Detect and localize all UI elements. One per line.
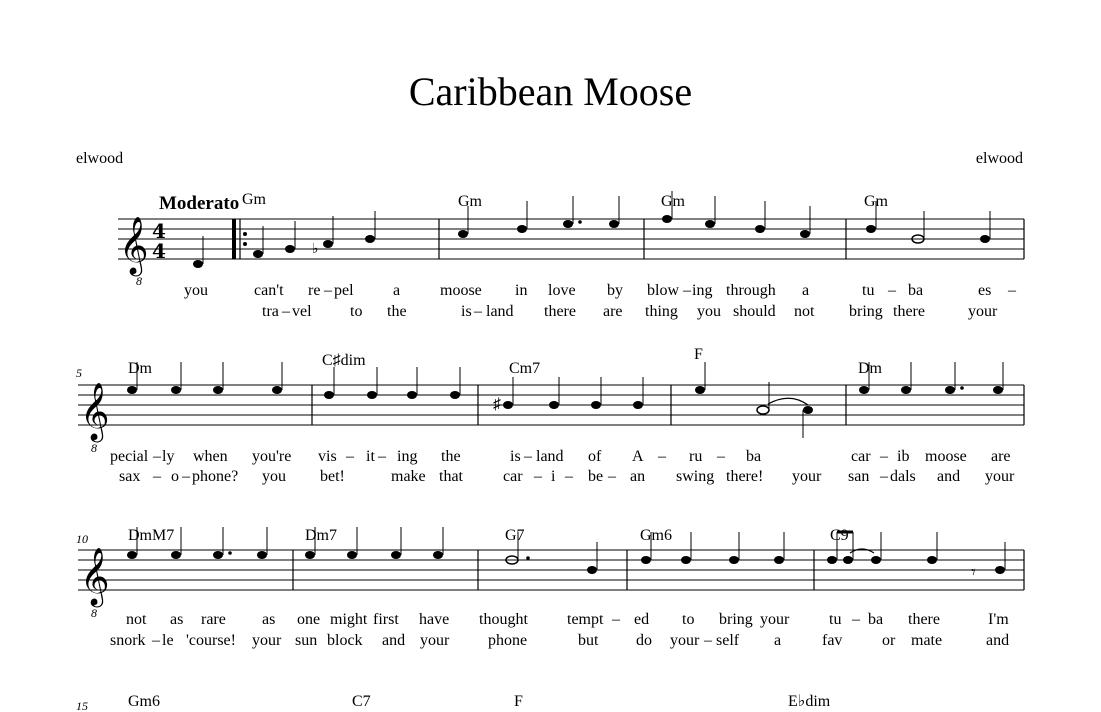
lyric-syllable: you (262, 468, 286, 485)
lyric-syllable: can't (254, 282, 284, 299)
treble-clef-icon: 𝄞 (80, 547, 110, 605)
clef-octave-mark: 8 (91, 606, 97, 620)
lyric-syllable: your (985, 468, 1015, 485)
chord-symbol: Gm (242, 191, 266, 208)
chord-symbol: F (514, 693, 523, 710)
lyric-syllable: a (802, 282, 810, 299)
lyric-syllable: self (716, 632, 740, 649)
chord-symbol: C7 (352, 693, 371, 710)
measure-number: 10 (76, 532, 88, 546)
lyric-syllable: le (162, 632, 174, 649)
chord-symbol: Dm (128, 360, 152, 377)
lyric-syllable: ed (634, 611, 650, 628)
repeat-dot (243, 242, 247, 246)
clef-octave-mark: 8 (91, 441, 97, 455)
lyric-syllable: when (193, 448, 228, 465)
chord-symbol: Gm6 (128, 693, 160, 710)
lyric-syllable: ru (689, 448, 703, 465)
lyric-syllable: tu (829, 611, 842, 628)
svg-text:♯: ♯ (493, 396, 501, 413)
lyric-syllable: there (908, 611, 940, 628)
chord-symbol: F (694, 346, 703, 363)
lyric-syllable: make (391, 468, 426, 485)
clef-octave-mark: 8 (136, 274, 142, 288)
lyric-syllable: ib (897, 448, 910, 465)
chord-symbol: E♭dim (788, 693, 831, 710)
lyric-syllable: phone (488, 632, 528, 649)
lyric-hyphen: – (612, 611, 620, 628)
lyric-syllable: love (548, 282, 576, 299)
lyric-syllable: 'course! (186, 632, 236, 649)
repeat-dot (243, 232, 247, 236)
lyric-syllable: might (330, 611, 368, 628)
lyric-syllable: ing (692, 282, 713, 299)
lyric-syllable: moose (440, 282, 482, 299)
lyric-syllable: land (486, 303, 514, 320)
lyric-syllable: A (632, 448, 644, 465)
lyric-hyphen: – (717, 448, 725, 465)
lyric-syllable: is (461, 303, 472, 320)
lyric-syllable: to (682, 611, 695, 628)
staff-system-3 (78, 527, 1024, 620)
lyric-syllable: your (760, 611, 790, 628)
chord-symbol: C♯dim (322, 352, 366, 369)
lyric-syllable: you (697, 303, 721, 320)
lyric-syllable: bring (719, 611, 753, 628)
lyric-syllable: car (851, 448, 871, 465)
lyric-syllable: land (536, 448, 564, 465)
lyric-syllable: ly (162, 448, 175, 465)
lyric-syllable: snork (110, 632, 146, 649)
lyric-syllable: re (308, 282, 321, 299)
lyric-syllable: not (794, 303, 815, 320)
lyric-syllable: be (588, 468, 604, 485)
lyric-syllable: an (630, 468, 646, 485)
chord-symbol: C9 (830, 527, 849, 544)
lyric-syllable: tempt (567, 611, 604, 628)
lyric-syllable: phone? (192, 468, 239, 485)
lyric-syllable: a (774, 632, 782, 649)
chord-symbol: Gm (864, 193, 888, 210)
lyric-syllable: ba (908, 282, 924, 299)
chord-symbol: Dm7 (305, 527, 337, 544)
lyric-syllable: fav (822, 632, 843, 649)
lyric-syllable: the (441, 448, 461, 465)
lyric-syllable: are (603, 303, 623, 320)
staff-system-2 (78, 362, 1024, 455)
lyric-syllable: i (551, 468, 556, 485)
measure-number: 15 (76, 699, 88, 712)
lyric-syllable: sun (295, 632, 318, 649)
lyric-syllable: but (578, 632, 599, 649)
lyric-syllable: through (726, 282, 776, 299)
lyric-syllable: pel (334, 282, 354, 299)
composer-right: elwood (975, 150, 1023, 167)
chord-symbol: Dm (858, 360, 882, 377)
lyric-syllable: pecial (110, 448, 149, 465)
lyric-syllable: and (937, 468, 961, 485)
lyric-syllable: one (297, 611, 321, 628)
lyric-syllable: of (588, 448, 602, 465)
lyric-hyphen: – (880, 468, 888, 485)
treble-clef-icon: 𝄞 (119, 216, 149, 274)
lyric-syllable: the (387, 303, 407, 320)
chord-symbol: Cm7 (509, 360, 541, 377)
lyric-hyphen: – (324, 282, 332, 299)
time-sig-top: 4 (152, 219, 166, 243)
lyric-syllable: I'm (988, 611, 1009, 628)
lyric-syllable: there (544, 303, 576, 320)
lyric-syllable: your (670, 632, 700, 649)
lyric-syllable: sax (119, 468, 141, 485)
lyric-syllable: ba (746, 448, 762, 465)
lyric-syllable: swing (676, 468, 715, 485)
svg-text:𝄾: 𝄾 (971, 562, 976, 582)
svg-text:♭: ♭ (312, 242, 319, 257)
lyric-syllable: should (733, 303, 776, 320)
lyric-syllable: in (515, 282, 528, 299)
lyric-syllable: as (170, 611, 184, 628)
lyric-hyphen: – (704, 632, 712, 649)
notes-system-3 (127, 527, 1005, 582)
lyric-syllable: mate (911, 632, 943, 649)
lyric-hyphen: – (346, 448, 354, 465)
lyric-syllable: block (327, 632, 363, 649)
lyric-syllable: is (510, 448, 521, 465)
lyric-syllable: your (968, 303, 998, 320)
lyric-syllable: bet! (320, 468, 345, 485)
lyric-syllable: you (184, 282, 208, 299)
lyric-hyphen: – (474, 303, 482, 320)
composer-left: elwood (76, 150, 124, 167)
piece-title: Caribbean Moose (408, 69, 693, 114)
chord-symbol: Gm (661, 193, 685, 210)
lyric-syllable: as (262, 611, 276, 628)
lyric-syllable: not (126, 611, 147, 628)
lyric-syllable: a (393, 282, 401, 299)
lyric-syllable: vis (318, 448, 337, 465)
lyric-hyphen: – (534, 468, 542, 485)
lyric-hyphen: – (524, 448, 532, 465)
lyric-syllable: first (373, 611, 399, 628)
lyric-syllable: to (350, 303, 363, 320)
chord-symbol: Gm6 (640, 527, 672, 544)
lyric-syllable: thing (645, 303, 678, 320)
lyric-syllable: there! (726, 468, 764, 485)
lyric-hyphen: – (153, 448, 161, 465)
lyric-syllable: vel (292, 303, 312, 320)
lyric-syllable: san (848, 468, 870, 485)
lyric-syllable: tu (862, 282, 875, 299)
lyric-syllable: that (439, 468, 463, 485)
lyric-hyphen: – (153, 468, 161, 485)
lyric-syllable: dals (890, 468, 916, 485)
lyric-hyphen: – (1008, 282, 1016, 299)
lyric-syllable: moose (925, 448, 967, 465)
lyric-syllable: your (420, 632, 450, 649)
lyric-syllable: ing (397, 448, 418, 465)
lyric-syllable: or (882, 632, 896, 649)
lyric-syllable: your (792, 468, 822, 485)
lyric-syllable: bring (849, 303, 883, 320)
lyric-syllable: you're (252, 448, 292, 465)
lyric-syllable: tra (262, 303, 279, 320)
lyric-syllable: car (503, 468, 523, 485)
lyric-syllable: and (986, 632, 1010, 649)
lyric-syllable: es (978, 282, 992, 299)
lyrics (110, 282, 1017, 649)
lyric-syllable: are (991, 448, 1011, 465)
lyric-hyphen: – (608, 468, 616, 485)
lyric-hyphen: – (683, 282, 691, 299)
tempo-marking: Moderato (159, 193, 240, 214)
lyric-hyphen: – (658, 448, 666, 465)
time-sig-bottom: 4 (152, 239, 166, 263)
lyric-syllable: blow (647, 282, 679, 299)
lyric-hyphen: – (888, 282, 896, 299)
lyric-hyphen: – (282, 303, 290, 320)
lyric-syllable: there (893, 303, 925, 320)
lyric-syllable: do (636, 632, 652, 649)
lyric-hyphen: – (182, 468, 190, 485)
chord-symbol: DmM7 (128, 527, 175, 544)
lyric-hyphen: – (152, 632, 160, 649)
treble-clef-icon: 𝄞 (80, 382, 110, 440)
lyric-hyphen: – (880, 448, 888, 465)
lyric-syllable: have (419, 611, 450, 628)
lyric-syllable: it (366, 448, 375, 465)
lyric-syllable: ba (868, 611, 884, 628)
lyric-syllable: rare (201, 611, 226, 628)
lyric-syllable: your (252, 632, 282, 649)
chord-symbol: G7 (505, 527, 525, 544)
lyric-hyphen: – (565, 468, 573, 485)
lyric-hyphen: – (852, 611, 860, 628)
lyric-syllable: o (171, 468, 179, 485)
measure-number: 5 (76, 366, 82, 380)
lyric-hyphen: – (378, 448, 386, 465)
lyric-syllable: thought (479, 611, 528, 628)
lyric-syllable: and (382, 632, 406, 649)
lyric-syllable: by (607, 282, 623, 299)
chord-symbol: Gm (458, 193, 482, 210)
